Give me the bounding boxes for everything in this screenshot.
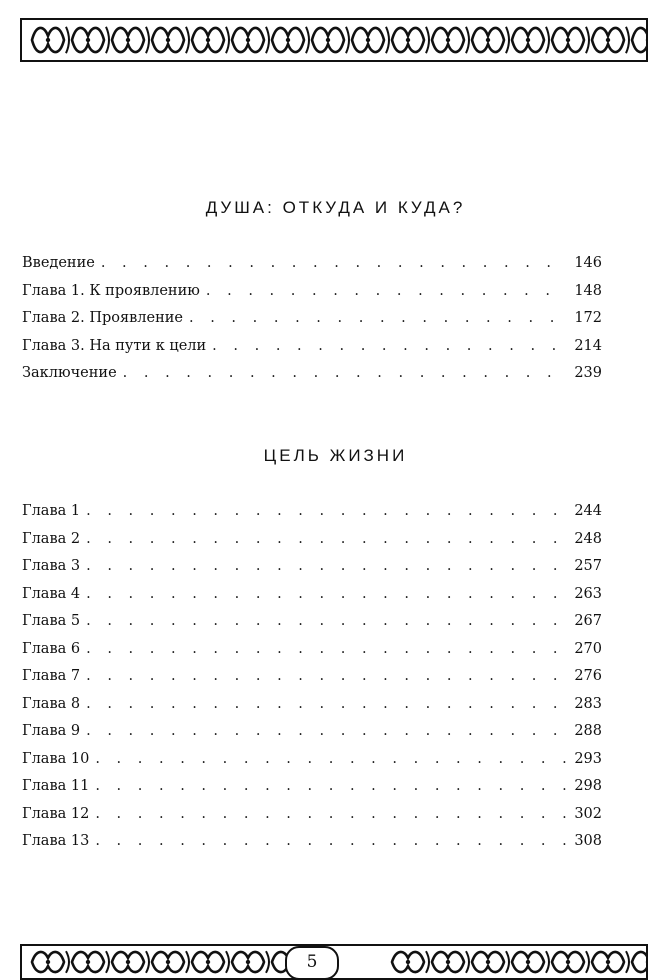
ornament-dot — [86, 38, 90, 42]
dot-leader — [86, 558, 568, 574]
ornament-hook — [506, 951, 509, 973]
ornament-dot — [406, 960, 410, 964]
dot-leader — [95, 778, 568, 794]
ornament-dot — [46, 960, 50, 964]
dot-leader — [86, 723, 568, 739]
ornament-hook — [506, 27, 509, 53]
toc-entry-label: Глава 1. К проявлению — [22, 282, 200, 299]
dot-leader — [86, 531, 568, 547]
ornament-hook — [226, 951, 229, 973]
toc-entry-page: 257 — [574, 558, 602, 574]
ornament-hook — [266, 951, 269, 973]
ornament-hook — [186, 951, 189, 973]
ornament-dot — [166, 960, 170, 964]
ornament-hook — [266, 27, 269, 53]
ornament-dot — [606, 960, 610, 964]
ornament-hook — [146, 27, 149, 53]
toc-entry — [22, 723, 602, 751]
ornament-hook — [106, 27, 109, 53]
toc-entry-label: Глава 5 — [22, 613, 81, 629]
ornament-hook — [306, 27, 309, 53]
ornament-dot — [126, 38, 130, 42]
ornament-dot — [526, 960, 530, 964]
ornament-dot — [606, 38, 610, 42]
toc-entry-page: 270 — [574, 640, 602, 657]
ornament-dot — [486, 38, 490, 42]
toc-entry-label: Глава 9 — [22, 723, 81, 739]
ornament-hook — [66, 951, 69, 973]
toc-entry-page: 276 — [574, 668, 602, 684]
ornament-dot — [446, 960, 450, 964]
ornament-hook — [586, 951, 589, 973]
toc-entry — [22, 668, 602, 696]
ornament-hook — [546, 27, 549, 53]
toc-entry-label: Глава 3 — [22, 558, 81, 574]
toc-entry-label: Глава 11 — [22, 778, 90, 794]
toc-entry-page: 308 — [574, 833, 602, 849]
ornament-hook — [66, 27, 69, 53]
toc-entry — [22, 641, 602, 669]
ornament-dot — [246, 960, 250, 964]
ornament-dot — [126, 960, 130, 964]
ornament-dot — [86, 960, 90, 964]
dot-leader — [95, 751, 568, 767]
toc-entry-page: 298 — [574, 778, 602, 794]
toc-entry-page: 148 — [574, 282, 602, 299]
ornament-hook — [626, 27, 629, 53]
toc-entry — [22, 338, 602, 366]
ornament-dot — [206, 38, 210, 42]
dot-leader — [86, 696, 568, 712]
ornament-dot — [246, 38, 250, 42]
toc-entry — [22, 613, 602, 641]
toc-list-soul — [22, 255, 602, 393]
toc-entry-page: 267 — [574, 613, 602, 629]
toc-entry-label: Глава 4 — [22, 585, 81, 602]
toc-entry — [22, 696, 602, 724]
ornament-hook — [186, 27, 189, 53]
toc-entry-page: 214 — [574, 337, 602, 354]
toc-entry-label: Глава 12 — [22, 805, 90, 822]
toc-entry-label: Глава 10 — [22, 750, 90, 767]
dot-leader — [206, 283, 568, 299]
toc-entry — [22, 255, 602, 283]
page-number: 5 — [285, 946, 339, 980]
toc-entry-label: Глава 8 — [22, 695, 81, 712]
ornament-hook — [626, 951, 629, 973]
toc-entry-page: 244 — [574, 503, 602, 519]
ornament-hook — [466, 951, 469, 973]
ornament-dot — [406, 38, 410, 42]
ornament-dot — [526, 38, 530, 42]
toc-entry-page: 146 — [574, 255, 602, 271]
dot-leader — [86, 641, 568, 657]
ornament-hook — [466, 27, 469, 53]
ornament-dot — [46, 38, 50, 42]
toc-entry-label: Глава 6 — [22, 640, 81, 657]
section-title-life-goal: ЦЕЛЬ ЖИЗНИ — [263, 446, 408, 465]
toc-entry — [22, 586, 602, 614]
toc-entry-page: 239 — [574, 365, 602, 381]
toc-entry-page: 172 — [574, 310, 602, 326]
toc-entry-label: Заключение — [22, 365, 117, 381]
toc-entry-label: Глава 2. Проявление — [22, 310, 183, 326]
toc-entry-page: 302 — [574, 805, 602, 822]
ornament-dot — [366, 38, 370, 42]
ornament-hook — [106, 951, 109, 973]
dot-leader — [189, 310, 568, 326]
ornament-hook — [146, 951, 149, 973]
toc-entry-label: Глава 13 — [22, 833, 90, 849]
ornament-dot — [486, 960, 490, 964]
toc-entry — [22, 558, 602, 586]
toc-entry-page: 293 — [574, 750, 602, 767]
dot-leader — [86, 503, 568, 519]
toc-entry — [22, 833, 602, 861]
dot-leader — [86, 613, 568, 629]
toc-entry-label: Глава 1 — [22, 503, 81, 519]
ornament-hook — [226, 27, 229, 53]
toc-entry — [22, 310, 602, 338]
toc-entry — [22, 751, 602, 779]
ornament-hook — [586, 27, 589, 53]
ornament-border-top — [20, 18, 648, 62]
toc-entry-page: 248 — [574, 530, 602, 547]
toc-entry — [22, 806, 602, 834]
toc-entry-label: Глава 2 — [22, 530, 81, 547]
ornament-dot — [446, 38, 450, 42]
dot-leader — [123, 365, 568, 381]
ornament-motif — [632, 952, 648, 972]
dot-leader — [86, 668, 568, 684]
toc-list-life-goal — [22, 503, 602, 861]
ornament-hook — [386, 27, 389, 53]
dot-leader — [95, 806, 568, 822]
ornament-hook — [346, 27, 349, 53]
toc-entry — [22, 778, 602, 806]
section-title-soul: ДУША: ОТКУДА И КУДА? — [205, 198, 466, 217]
toc-entry — [22, 365, 602, 393]
ornament-hook — [546, 951, 549, 973]
toc-entry-page: 288 — [574, 723, 602, 739]
toc-entry-label: Глава 3. На пути к цели — [22, 337, 207, 354]
toc-entry — [22, 283, 602, 311]
ornament-motif — [632, 28, 648, 52]
toc-entry-page: 263 — [574, 585, 602, 602]
ornament-dot — [566, 960, 570, 964]
toc-entry-label: Введение — [22, 255, 95, 271]
ornament-hook — [426, 951, 429, 973]
ornament-dot — [206, 960, 210, 964]
toc-entry — [22, 531, 602, 559]
dot-leader — [86, 586, 568, 602]
dot-leader — [95, 833, 568, 849]
ornament-dot — [326, 38, 330, 42]
toc-entry-page: 283 — [574, 695, 602, 712]
toc-entry-label: Глава 7 — [22, 668, 81, 684]
dot-leader — [212, 338, 568, 354]
ornament-dot — [286, 38, 290, 42]
ornament-dot — [566, 38, 570, 42]
ornament-hook — [426, 27, 429, 53]
ornament-dot — [166, 38, 170, 42]
dot-leader — [101, 255, 568, 271]
toc-entry — [22, 503, 602, 531]
